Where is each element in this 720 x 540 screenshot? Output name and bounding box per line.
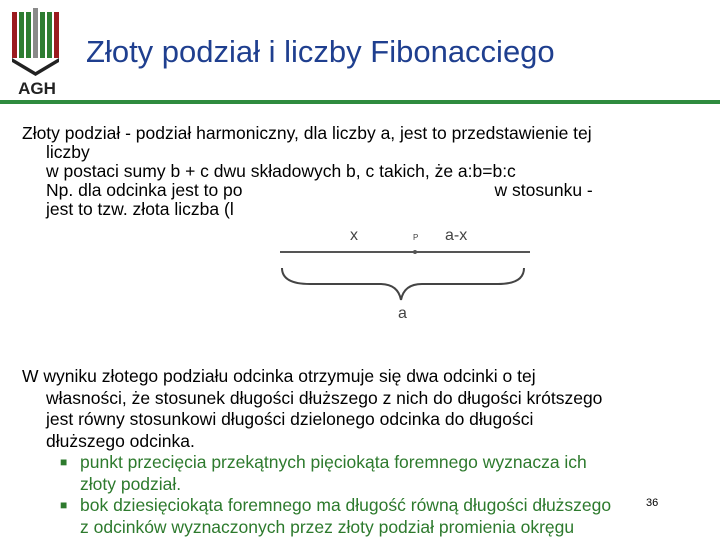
figure-label-a: a xyxy=(398,305,407,322)
logo-emblem xyxy=(12,8,59,76)
para2-line-2: własności, że stosunek długości dłuższego z nich do długości krótszego xyxy=(46,387,603,408)
definition-paragraph xyxy=(22,366,712,538)
title-divider xyxy=(0,100,720,104)
figure-label-x: x xyxy=(350,227,358,244)
bullet-2-line-1: bok dziesięciokąta foremnego ma długość równą długości dłuższego xyxy=(80,495,612,515)
intro-line-1: Złoty podział - podział harmoniczny, dla liczby a, jest to przedstawienie tej xyxy=(22,123,592,143)
bullet-item-cont xyxy=(22,474,712,496)
intro-line-4a: Np. dla odcinka jest to po xyxy=(46,180,243,200)
intro-line-3: w postaci sumy b + c dwu składowych b, c takich, że a:b=b:c xyxy=(46,161,516,181)
slide-title: Złoty podział i liczby Fibonacciego xyxy=(86,34,555,69)
brace-mark xyxy=(282,268,524,300)
bullet-1-line-2: złoty podział. xyxy=(80,473,182,494)
point-p xyxy=(413,250,417,254)
intro-line-2: liczby xyxy=(46,142,90,162)
golden-ratio-figure xyxy=(270,196,550,324)
para2-line-4: dłuższego odcinka. xyxy=(46,430,195,451)
bullet-square-icon: ■ xyxy=(60,455,68,469)
slide-number: 36 xyxy=(646,497,659,509)
figure-label-p: P xyxy=(413,233,419,242)
bullet-item xyxy=(22,495,712,517)
para2-line-3: jest równy stosunkowi długości dzielonego odcinka do długości xyxy=(46,409,534,429)
agh-logo xyxy=(8,6,66,98)
bullet-1-line-1: punkt przecięcia przekątnych pięciokąta foremnego wyznacza ich xyxy=(80,452,587,472)
bullet-square-icon: ■ xyxy=(60,498,68,512)
intro-line-5: jest to tzw. złota liczba (l xyxy=(46,199,234,219)
para2-line-1: W wyniku złotego podziału odcinka otrzymuje się dwa odcinki o tej xyxy=(22,366,536,386)
bullet-2-line-2: z odcinków wyznaczonych przez złoty podział promienia okręgu xyxy=(80,516,575,537)
intro-line-4b: w stosunku - xyxy=(494,180,593,200)
bullet-item-cont xyxy=(22,517,712,539)
figure-label-a-x: a-x xyxy=(445,227,468,244)
logo-text: AGH xyxy=(18,79,56,98)
bullet-item xyxy=(22,452,712,474)
